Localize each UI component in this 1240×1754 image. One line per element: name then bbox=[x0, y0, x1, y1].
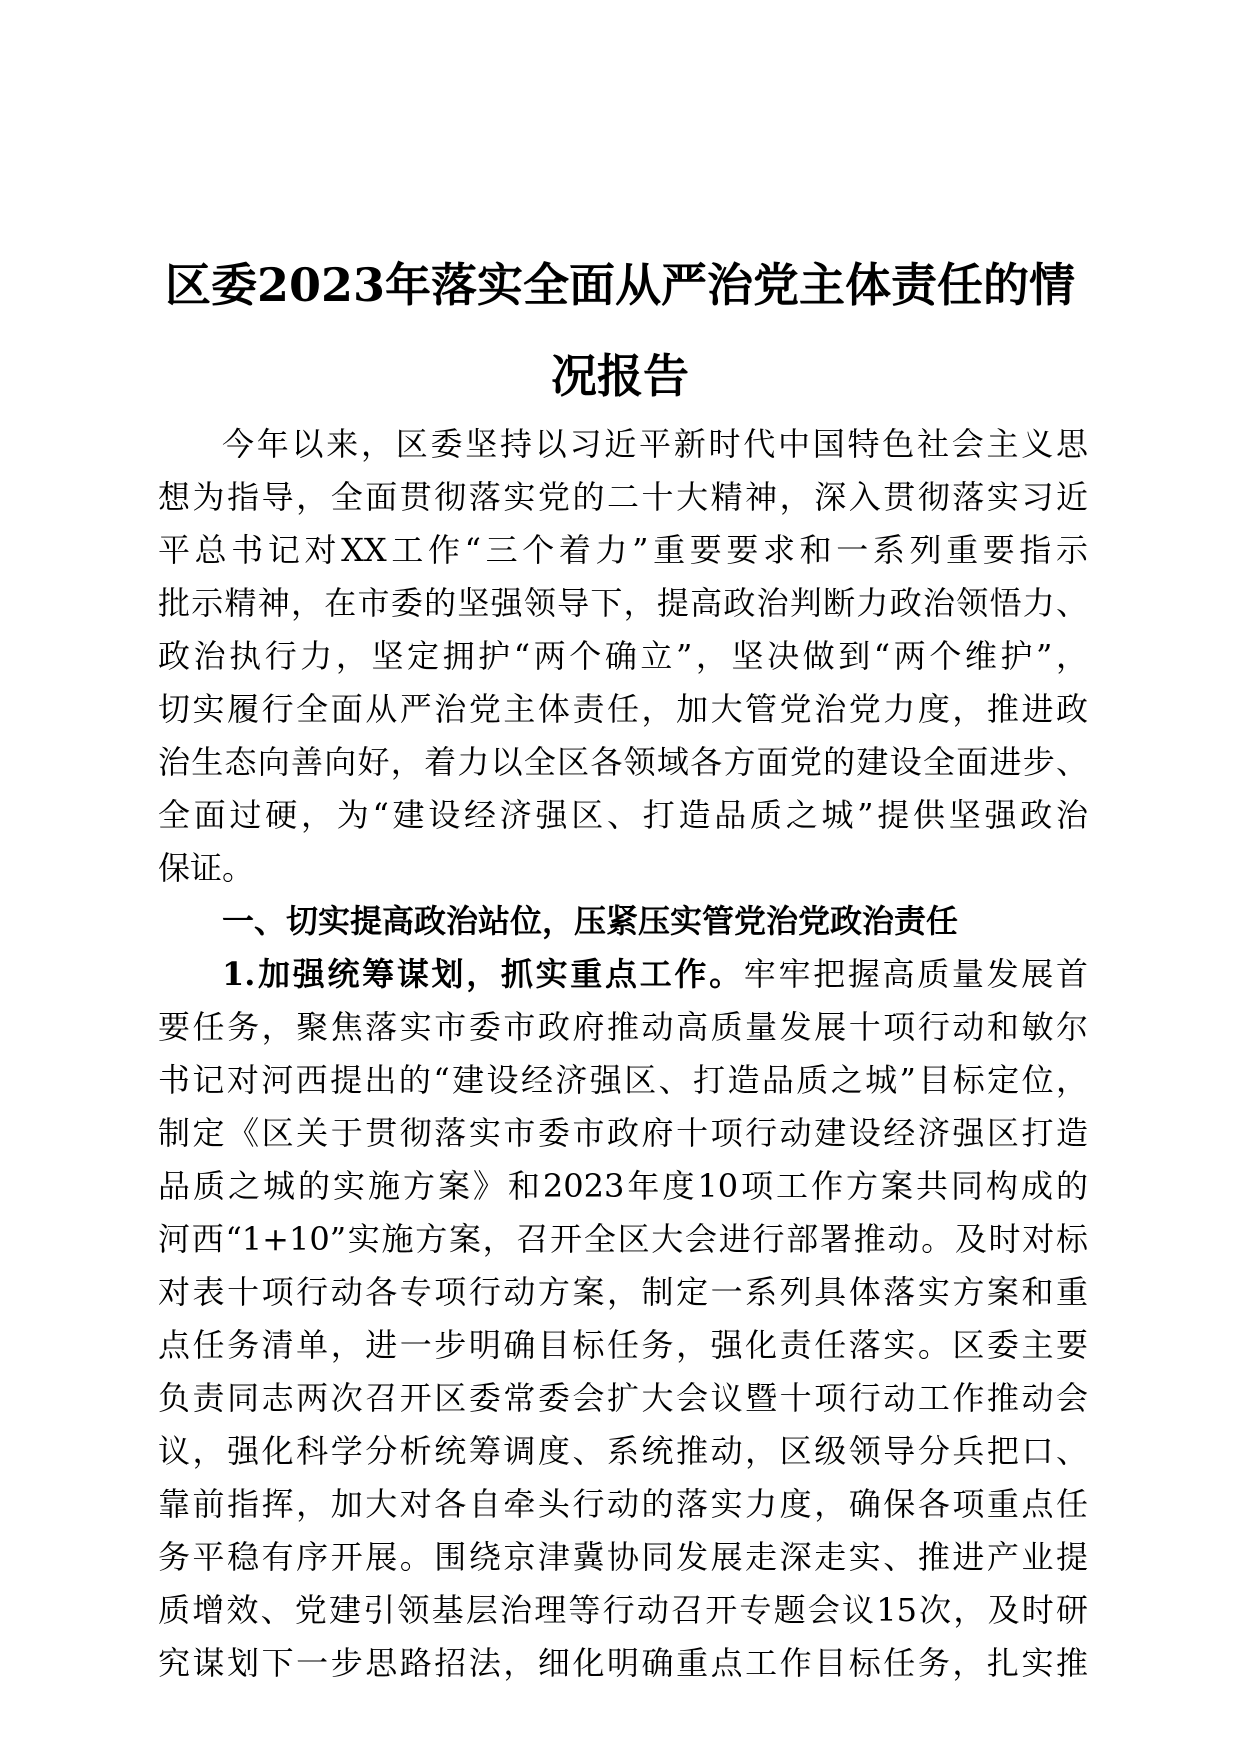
item-line-4: 制定《区关于贯彻落实市委市政府十项行动建设经济强区打造 bbox=[158, 1114, 1088, 1152]
intro-line-7: 治生态向善向好，着力以全区各领域各方面党的建设全面进步、 bbox=[158, 743, 1088, 781]
intro-line-4: 批示精神，在市委的坚强领导下，提高政治判断力政治领悟力、 bbox=[158, 584, 1088, 622]
item-line-5: 品质之城的实施方案》和2023年度10项工作方案共同构成的 bbox=[158, 1167, 1088, 1205]
intro-line-8: 全面过硬，为“建设经济强区、打造品质之城”提供坚强政治 bbox=[158, 796, 1088, 834]
item-line-7: 对表十项行动各专项行动方案，制定一系列具体落实方案和重 bbox=[158, 1273, 1088, 1311]
item-line-9: 负责同志两次召开区委常委会扩大会议暨十项行动工作推动会 bbox=[158, 1379, 1088, 1417]
intro-line-2: 想为指导，全面贯彻落实党的二十大精神，深入贯彻落实习近 bbox=[158, 478, 1088, 516]
title-line-1: 区委2023年落实全面从严治党主体责任的情 bbox=[164, 258, 1076, 312]
intro-line-3: 平总书记对XX工作“三个着力”重要要求和一系列重要指示 bbox=[158, 531, 1088, 569]
item-line-1: 牢牢把握高质量发展首 bbox=[743, 955, 1088, 993]
item-line-14: 究谋划下一步思路招法，细化明确重点工作目标任务，扎实推 bbox=[158, 1644, 1088, 1682]
item-heading: 1.加强统筹谋划，抓实重点工作。 bbox=[222, 955, 744, 993]
item-line-13: 质增效、党建引领基层治理等行动召开专题会议15次，及时研 bbox=[158, 1591, 1088, 1629]
item-line-10: 议，强化科学分析统筹调度、系统推动，区级领导分兵把口、 bbox=[158, 1432, 1088, 1470]
intro-line-6: 切实履行全面从严治党主体责任，加大管党治党力度，推进政 bbox=[158, 690, 1088, 728]
intro-line-9: 保证。 bbox=[158, 849, 255, 887]
item-line-12: 务平稳有序开展。围绕京津冀协同发展走深走实、推进产业提 bbox=[158, 1538, 1088, 1576]
intro-line-1: 今年以来，区委坚持以习近平新时代中国特色社会主义思 bbox=[222, 425, 1088, 463]
item-line-3: 书记对河西提出的“建设经济强区、打造品质之城”目标定位， bbox=[158, 1061, 1088, 1099]
item-line-6: 河西“1+10”实施方案，召开全区大会进行部署推动。及时对标 bbox=[158, 1220, 1088, 1258]
section-heading: 一、切实提高政治站位，压紧压实管党治党政治责任 bbox=[222, 902, 959, 940]
title-line-2: 况报告 bbox=[551, 349, 689, 403]
intro-line-5: 政治执行力，坚定拥护“两个确立”，坚决做到“两个维护”， bbox=[158, 637, 1088, 675]
item-line-8: 点任务清单，进一步明确目标任务，强化责任落实。区委主要 bbox=[158, 1326, 1088, 1364]
item-line-2: 要任务，聚焦落实市委市政府推动高质量发展十项行动和敏尔 bbox=[158, 1008, 1088, 1046]
item-first-line bbox=[222, 955, 1088, 993]
item-line-11: 靠前指挥，加大对各自牵头行动的落实力度，确保各项重点任 bbox=[158, 1485, 1088, 1523]
